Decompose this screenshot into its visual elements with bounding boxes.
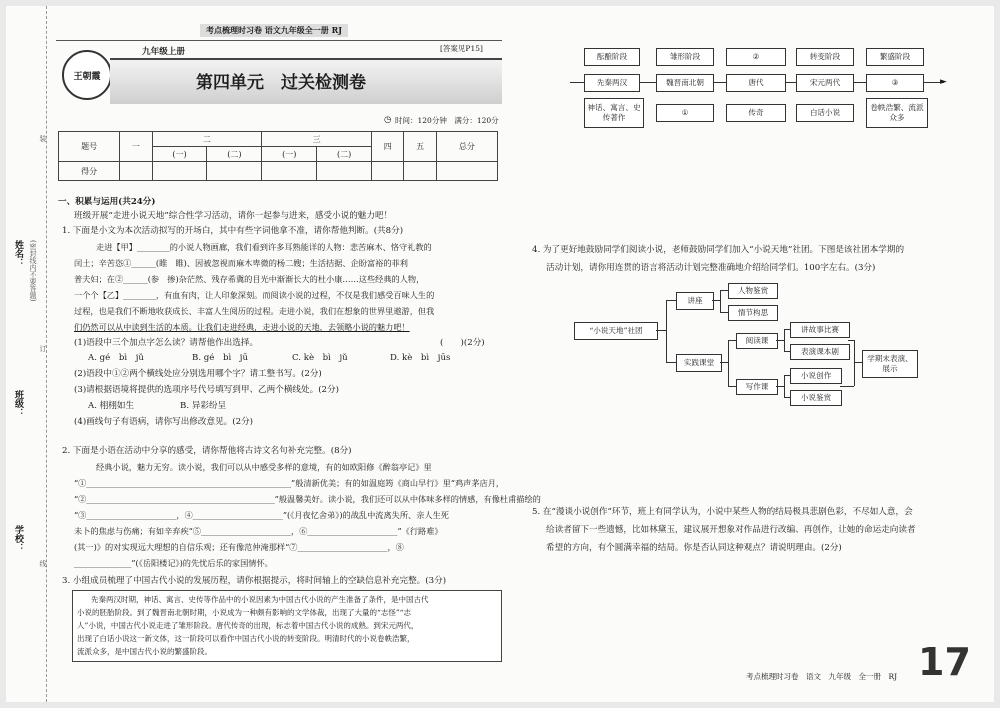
binding-mark-2: 订 — [39, 345, 47, 352]
tree-line — [712, 300, 720, 301]
score-cell[interactable] — [120, 162, 152, 181]
timeline-top-5: 繁盛阶段 — [866, 48, 924, 66]
score-cell[interactable] — [152, 162, 207, 181]
tree-line — [784, 329, 785, 351]
timeline-top-3: ② — [726, 48, 786, 66]
page-title: 第四单元 过关检测卷 — [196, 73, 366, 93]
timeline-bottom-3: 传奇 — [726, 104, 786, 122]
logo-text: 王朝霞 — [73, 71, 101, 82]
tree-line — [720, 312, 728, 313]
tree-line — [776, 386, 784, 387]
tree-line — [728, 340, 736, 341]
class-label: 班级： — [13, 390, 23, 417]
score-row-label: 得分 — [59, 162, 120, 181]
footer-text: 考点梳理时习卷 语文 九年级 全一册 RJ — [746, 672, 898, 681]
section1-intro: 班级开展“走进小说天地”综合性学习活动，请你一起参与进来，感受小说的魅力吧！ — [74, 211, 393, 221]
q1-opt-a: A. gé bì jǔ — [88, 353, 144, 363]
timeline-top-2: 雏形阶段 — [656, 48, 714, 66]
q1-sub-4: (4)画线句子有语病，请你写出修改意见。(2分) — [74, 417, 254, 427]
q1-para-5: 过程，也是我们不断地收获成长、丰富人生阅历的过程。走进小说，我们在想象的世界里遨游，但我 — [74, 306, 435, 316]
tree-line — [728, 340, 729, 386]
q3-box-line-5: 流派众多，是中国古代小说的繁盛阶段。 — [77, 647, 212, 656]
timeline-mid-2: 魏晋南北朝 — [656, 74, 714, 92]
q2-line-2: “①__________________________________________________”般清新优美；有的如温庭筠《商山早行》里“鸡声茅店月， — [74, 478, 505, 488]
tree-line — [720, 362, 728, 363]
node-novel-appreciation: 小说鉴赏 — [790, 390, 842, 406]
tree-line — [776, 340, 784, 341]
running-title: 考点梳理时习卷 语文九年级全一册 RJ — [200, 24, 348, 37]
score-sub-1: (一) — [152, 147, 207, 162]
node-textbook-drama: 表演课本剧 — [790, 344, 850, 360]
tree-line — [656, 330, 666, 331]
timeline-mid-3: 唐代 — [726, 74, 786, 92]
q1-sub-2: (2)语段中①②两个横线处应分别选用哪个字？请工整书写。(2分) — [74, 369, 322, 379]
node-writing-class: 写作课 — [736, 379, 778, 395]
header-rule — [56, 40, 502, 41]
school-label: 学校： — [13, 525, 23, 552]
score-sub-3: (一) — [262, 147, 317, 162]
q1-opt-c: C. kè bì jǔ — [292, 353, 348, 363]
q1-sub-3-opt-a: A. 栩栩如生 — [88, 401, 135, 411]
q1-para-2: 闰土；辛苦恣①______(睢 睢)、因被忽视而麻木卑微的杨二嫂；生活拮据、企盼富裕的菲利 — [74, 258, 408, 268]
q2-line-5: 未卜的焦虑与伤痛；有如辛弃疾“⑤______________________，⑥______________________”《行路难》 — [74, 526, 443, 536]
score-sub-4: (二) — [317, 147, 372, 162]
timeline-mid-5: ③ — [866, 74, 924, 92]
q2-stem: 2. 下面是小语在活动中分享的感受，请你帮他将古诗文名句补充完整。(8分) — [62, 446, 352, 456]
q3-box-line-1: 先秦两汉时期，神话、寓言、史传等作品中的小说因素为中国古代小说的产生准备了条件，是中国古代 — [91, 595, 429, 604]
q5-line-2: 给读者留下一些遗憾，比如林黛玉，建议展开想象对作品进行改编、再创作，让她的命运走向读者 — [546, 525, 916, 535]
logo — [62, 50, 112, 100]
tree-line — [720, 290, 728, 291]
q1-para-3: 普夫妇；在②______(参 掺)杂茫然、残存希冀的目光中渐渐长大的杜小康……这些经典的人物， — [74, 274, 425, 284]
q1-sub-3: (3)请根据语境将提供的选项序号代号填写到甲、乙两个横线处。(2分) — [74, 385, 339, 395]
timeline-bottom-4: 白话小说 — [796, 104, 854, 122]
score-cell[interactable] — [317, 162, 372, 181]
q4-stem-1: 4. 为了更好地鼓励同学们阅读小说，老师鼓励同学们加入“小说天地”社团。下图是该社团本学期的 — [532, 245, 905, 255]
time-info: 时间：120分钟 满分：120分 — [395, 116, 499, 125]
q1-para-6: 们仍然可以从中读到生活的本质。让我们走进经典，走进小说的天地，去领略小说的魅力吧！ — [74, 322, 410, 332]
node-plot-design: 情节构思 — [728, 305, 778, 321]
timeline-mid-4: 宋元两代 — [796, 74, 854, 92]
name-label: 姓名： — [13, 240, 23, 267]
q5-line-3: 希望的方向，有个圆满幸福的结局。你是否认同这种观点？请说明理由。(2分) — [546, 543, 842, 553]
q2-line-4: “③______________________，④______________________”(《月夜忆舍弟》)的战乱中流离失所、亲人生死 — [74, 510, 449, 520]
binding-strip — [6, 6, 47, 702]
q1-sub-1: (1)语段中三个加点字怎么读？请帮他作出选择。 — [74, 338, 259, 348]
q3-passage-box — [72, 590, 502, 662]
score-cell[interactable] — [436, 162, 497, 181]
q1-opt-b: B. gé bì jū — [192, 353, 249, 363]
club-root: “小说天地”社团 — [574, 322, 658, 340]
page-number: 17 — [918, 640, 971, 684]
score-th-4: 四 — [372, 132, 404, 162]
q2-line-1: 经典小说，魅力无穷。读小说，我们可以从中感受多样的意境，有的如欧阳修《醉翁亭记》里 — [96, 462, 432, 472]
timeline-mid-1: 先秦两汉 — [584, 74, 640, 92]
tree-line — [666, 300, 667, 362]
tree-line — [666, 362, 676, 363]
q1-para-1: 走进【甲】________的小说人物画廊，我们看到许多耳熟能详的人物：悲苦麻木、恪守礼教的 — [96, 242, 432, 252]
tree-line — [720, 290, 721, 312]
node-reading-class: 阅读课 — [736, 333, 778, 349]
timeline-arrow-icon: ► — [940, 77, 947, 87]
seal-notice: (密封线内不要答题) — [29, 240, 37, 302]
timeline-top-1: 酝酿阶段 — [584, 48, 640, 66]
score-sub-2: (二) — [207, 147, 262, 162]
q3-box-line-3: 人”小说，中国古代小说走进了雏形阶段。唐代传奇的出现，标志着中国古代小说的成熟。到宋元两代， — [77, 621, 419, 630]
score-th-3: 三 — [262, 132, 372, 147]
q1-sub-3-opt-b: B. 异彩纷呈 — [180, 401, 227, 411]
grade-label: 九年级上册 — [142, 47, 185, 57]
score-th-total: 总分 — [436, 132, 497, 162]
score-cell[interactable] — [262, 162, 317, 181]
tree-line — [840, 386, 854, 387]
timeline-bottom-1: 神话、寓言、史传著作 — [584, 98, 644, 128]
score-table — [58, 131, 498, 181]
q2-line-6: (其一)》的对实现远大理想的自信乐观；还有像范仲淹那样“⑦______________________，⑧ — [74, 542, 404, 552]
binding-mark-3: 线 — [39, 560, 47, 567]
node-final-show: 学期末表演、展示 — [862, 350, 918, 378]
q4-stem-2: 活动计划，请你用连贯的语言将活动计划完整准确地介绍给同学们。100字左右。(3分) — [546, 263, 876, 273]
tree-line — [854, 362, 862, 363]
score-cell[interactable] — [207, 162, 262, 181]
timeline-top-4: 转变阶段 — [796, 48, 854, 66]
q5-line-1: 5. 在“漫谈小说创作”环节，班上有同学认为，小说中某些人物的结局极具悲剧色彩，不尽如人意，会 — [532, 507, 913, 517]
tree-line — [854, 340, 855, 386]
tree-line — [784, 375, 785, 397]
q3-stem: 3. 小组成员梳理了中国古代小说的发展历程，请你根据提示，将时间轴上的空缺信息补充完整。(3分) — [62, 576, 447, 586]
tree-line — [728, 386, 736, 387]
q1-sub-1-score: ( )(2分) — [440, 338, 485, 348]
score-cell[interactable] — [404, 162, 436, 181]
answer-ref: [答案见P15] — [440, 44, 483, 53]
q3-box-line-2: 小说的胚胎阶段。到了魏晋南北朝时期，小说成为一种颇有影响的文学体裁，出现了大量的“志怪”“志 — [77, 608, 412, 617]
score-th-1: 一 — [120, 132, 152, 162]
timeline-bottom-2: ① — [656, 104, 714, 122]
score-cell[interactable] — [372, 162, 404, 181]
node-storytelling: 讲故事比赛 — [790, 322, 850, 338]
node-character-appreciation: 人物鉴赏 — [728, 283, 778, 299]
q3-box-line-4: 出现了白话小说这一新文体，这一阶段可以看作中国古代小说的转变阶段。明清时代的小说卷帙浩繁， — [77, 634, 415, 643]
q2-line-3: “②______________________________________________”般温馨美好。读小说，我们还可以从中体味多样的情感，有像杜甫描绘的 — [74, 494, 541, 504]
timeline-bottom-5: 卷帙浩繁、流派众多 — [866, 98, 928, 128]
clock-icon: ◷ — [384, 115, 392, 125]
tree-line — [666, 300, 676, 301]
node-practice: 实践课堂 — [676, 354, 722, 372]
node-lecture: 讲座 — [676, 292, 714, 310]
section1-heading: 一、积累与运用(共24分) — [58, 197, 156, 207]
score-th-num: 题号 — [59, 132, 120, 162]
node-novel-writing: 小说创作 — [790, 368, 842, 384]
score-th-2: 二 — [152, 132, 262, 147]
q1-stem: 1. 下面是小文为本次活动拟写的开场白，其中有些字词他拿不准，请你帮他判断。(共8分) — [62, 226, 404, 236]
q1-para-4: 一个个【乙】________，有血有肉，让人印象深刻。而阅读小说的过程，不仅是我们感受百味人生的 — [74, 290, 435, 300]
score-th-5: 五 — [404, 132, 436, 162]
binding-mark-1: 装 — [39, 135, 47, 142]
q2-line-7: ______________”(《岳阳楼记》)的先忧后乐的家国情怀。 — [74, 558, 273, 568]
q1-opt-d: D. kè bì jūs — [390, 353, 451, 363]
